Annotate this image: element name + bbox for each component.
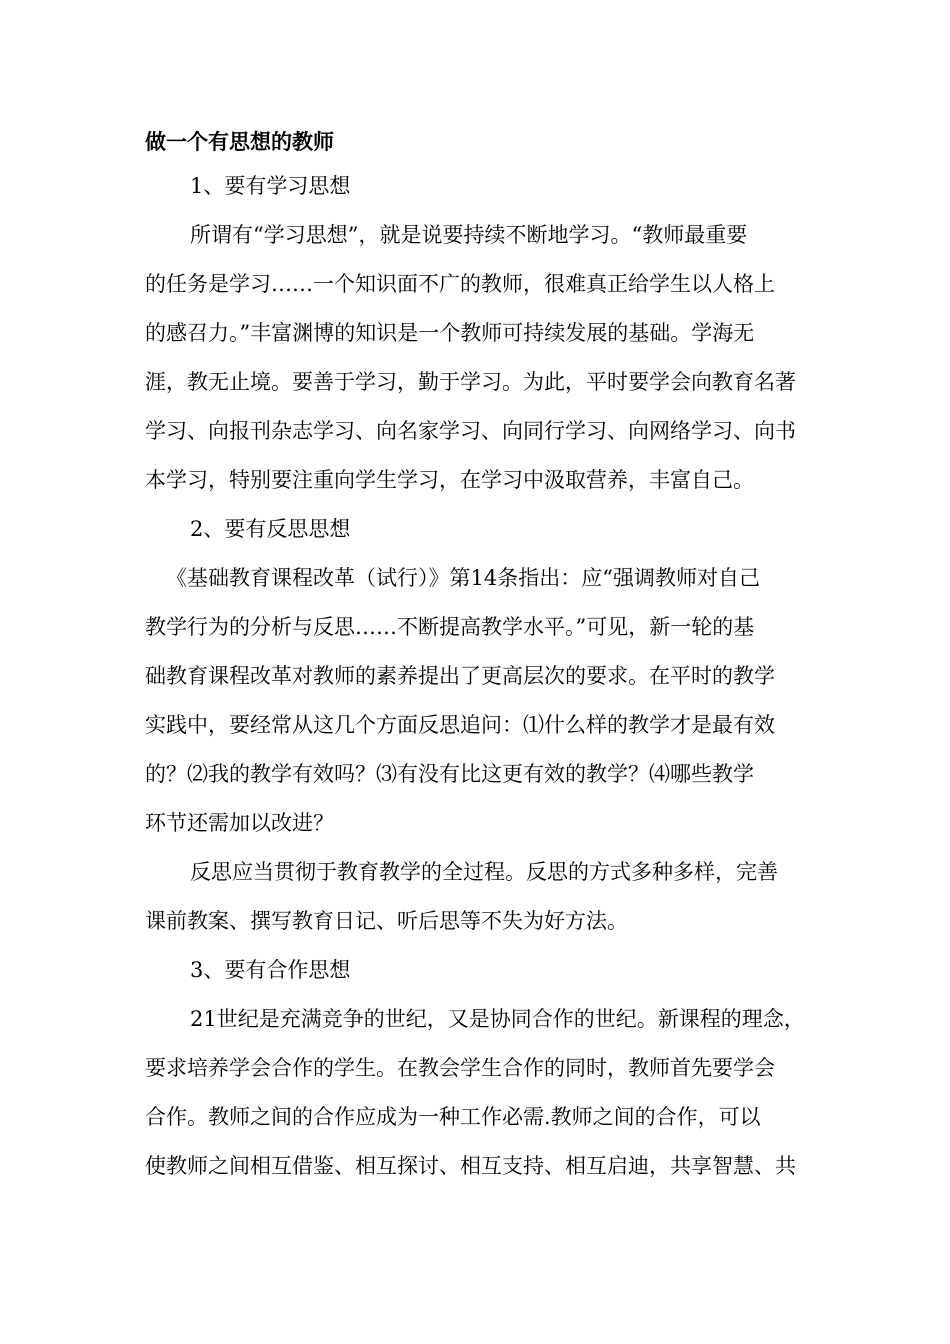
body-line: 的感召力。”丰富渊博的知识是一个教师可持续发展的基础。学海无 bbox=[145, 321, 755, 345]
body-line: 的任务是学习……一个知识面不广的教师，很难真正给学生以人格上 bbox=[145, 272, 775, 296]
body-line: 实践中，要经常从这几个方面反思追问：⑴什么样的教学才是最有效 bbox=[145, 713, 775, 737]
body-line: 使教师之间相互借鉴、相互探讨、相互支持、相互启迪，共享智慧、共 bbox=[145, 1154, 796, 1178]
body-line: 环节还需加以改进？ bbox=[145, 811, 334, 835]
section-heading-2: 2、要有反思思想 bbox=[190, 517, 351, 541]
body-line: 要求培养学会合作的学生。在教会学生合作的同时，教师首先要学会 bbox=[145, 1056, 775, 1080]
body-line: 本学习，特别要注重向学生学习，在学习中汲取营养，丰富自己。 bbox=[145, 468, 754, 492]
body-line: 所谓有“学习思想”，就是说要持续不断地学习。“教师最重要 bbox=[190, 223, 748, 247]
section-heading-1: 1、要有学习思想 bbox=[190, 174, 351, 198]
body-line: 涯，教无止境。要善于学习，勤于学习。为此，平时要学会向教育名著 bbox=[145, 370, 796, 394]
body-line: 学习、向报刊杂志学习、向名家学习、向同行学习、向网络学习、向书 bbox=[145, 419, 796, 443]
body-line: 反思应当贯彻于教育教学的全过程。反思的方式多种多样，完善 bbox=[190, 860, 778, 884]
body-line: 础教育课程改革对教师的素养提出了更高层次的要求。在平时的教学 bbox=[145, 664, 775, 688]
body-line: 的？⑵我的教学有效吗？⑶有没有比这更有效的教学？⑷哪些教学 bbox=[145, 762, 754, 786]
body-line: 教学行为的分析与反思……不断提高教学水平。”可见，新一轮的基 bbox=[145, 615, 755, 639]
body-line: 合作。教师之间的合作应成为一种工作必需.教师之间的合作，可以 bbox=[145, 1105, 761, 1129]
document-title: 做一个有思想的教师 bbox=[145, 130, 334, 154]
section-heading-3: 3、要有合作思想 bbox=[190, 958, 351, 982]
body-line: 《基础教育课程改革（试行）》第14条指出：应“强调教师对自己 bbox=[166, 566, 760, 590]
body-line: 课前教案、撰写教育日记、听后思等不失为好方法。 bbox=[145, 909, 628, 933]
body-line: 21世纪是充满竞争的世纪，又是协同合作的世纪。新课程的理念， bbox=[190, 1007, 805, 1031]
